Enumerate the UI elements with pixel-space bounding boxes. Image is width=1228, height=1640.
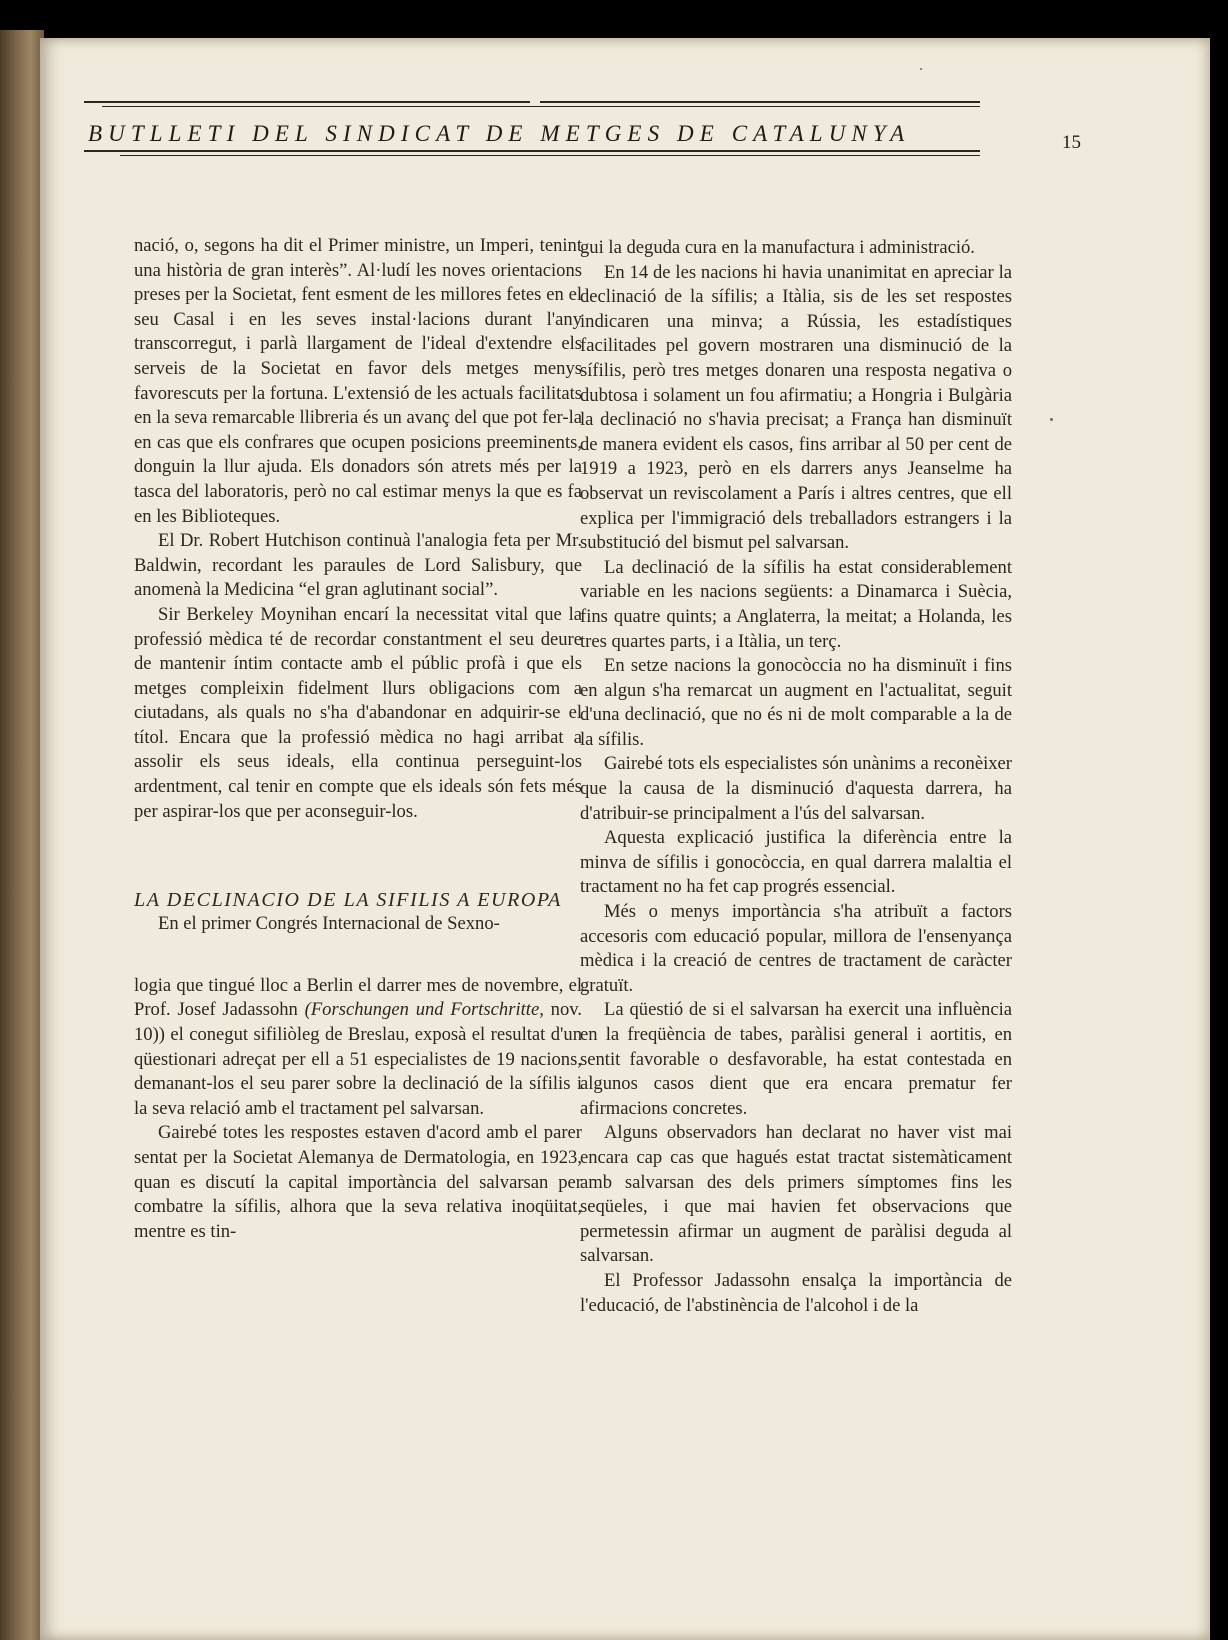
right-column (580, 236, 1012, 1318)
header-top-rule-thin (102, 106, 980, 107)
header-top-rule-left (84, 101, 530, 103)
left-paragraph-6: Gairebé totes les respostes estaven d'acord amb el parer sentat per la Societat Alemanya de Dermatologia, en 1923, quan es discutí la capital importància del salvarsan per combatre la sífilis, alhora que la seva relativa inoqüitat, mentre es tin- (134, 1122, 582, 1242)
left-paragraph-2: El Dr. Robert Hutchison continuà l'analogia feta per Mr. Baldwin, recordant les paraules de Lord Salisbury, que anomenà la Medicina “el gran aglutinant social”. (134, 530, 582, 601)
right-paragraph-2: En 14 de les nacions hi havia unanimitat en apreciar la declinació de la sífilis; a Itàlia, sis de les set respostes indicaren una minva; a Rússia, les estadístiques facilitades pel govern mostraren una disminució de la sífilis, però tres metges donaren una resposta negativa o dubtosa i solament un fou afirmatiu; a Hongria i Bulgària la declinació no s'havia precisat; a França han disminuït de manera evident els casos, fins arribar al 50 per cent de 1919 a 1923, però en els darrers anys Jeanselme ha observat un reviscolament a París i altres centres, que ell explica per l'immigració dels treballadors estrangers i la substitució del bismut pel salvarsan. (580, 261, 1012, 554)
left-paragraph-4: En el primer Congrés Internacional de Sexno- (158, 913, 500, 935)
right-paragraph-9: Alguns observadors han declarat no haver vist mai encara cap cas que hagués estat tractat sistemàticament amb salvarsan des dels primers símptomes fins les seqüeles, i que mai havien fet observacions que permetessin afirmar un augment de paràlisi deguda al salvarsan. (580, 1122, 1012, 1267)
right-paragraph-1: gui la deguda cura en la manufactura i administració. (580, 237, 975, 258)
left-paragraph-5 (134, 974, 582, 1122)
book-binding-edge (0, 30, 44, 1640)
header-top-rule-right (540, 101, 980, 103)
header-bottom-rule (84, 150, 980, 152)
column-gap (134, 937, 582, 974)
right-paragraph-10: El Professor Jadassohn ensalça la importància de l'educació, de l'abstinència de l'alcohol i de la (580, 1269, 1012, 1316)
left-column (134, 234, 582, 1244)
section-heading: LA DECLINACIO DE LA SIFILIS A EUROPA (134, 889, 562, 912)
left-paragraph-3: Sir Berkeley Moynihan encarí la necessitat vital que la professió mèdica té de recordar constantment el seu deure de mantenir íntim contacte amb el públic profà i que els metges compleixin fidelment llurs obligacions com a ciutadans, als quals no s'ha d'abandonar en adquirir-se el títol. Encara que la professió mèdica no hagi arribat a assolir els seus ideals, ella continua perseguint-los ardentment, cal tenir en compte que els ideals són fets més per aspirar-los que per aconseguir-los. (134, 603, 582, 822)
paper-speck (1050, 418, 1053, 421)
header-bottom-rule-thin (120, 155, 980, 156)
right-paragraph-8: La qüestió de si el salvarsan ha exercit una influència en la freqüència de tabes, paràlisi general i aortitis, en sentit favorable o desfavorable, ha estat contestada en algunos casos dient que era encara prematur fer afirmacions concretes. (580, 999, 1012, 1119)
right-paragraph-4: En setze nacions la gonocòccia no ha disminuït i fins en algun s'ha remarcat un augment en l'actualitat, seguit d'una declinació, que no és ni de molt comparable a la de la sífilis. (580, 655, 1012, 750)
page-number: 15 (1062, 132, 1081, 153)
right-paragraph-5: Gairebé tots els especialistes són unànims a reconèixer que la causa de la disminució d'aquesta darrera, ha d'atribuir-se principalment a l'ús del salvarsan. (580, 753, 1012, 824)
left-paragraph-5-text: logia que tingué lloc a Berlin el darrer mes de novembre, el Prof. Josef Jadassohn (134, 974, 582, 1021)
journal-citation: (Forschungen und Fortschritte, (304, 999, 544, 1021)
right-paragraph-3: La declinació de la sífilis ha estat considerablement variable en les nacions següents: a Dinamarca i Suècia, fins quatre quints; a Anglaterra, la meitat; a Holanda, les tres quartes parts, i a Itàlia, un terç. (580, 556, 1012, 652)
right-paragraph-7: Més o menys importància s'ha atribuït a factors accesoris com educació popular, millora de l'ensenyança mèdica i la creació de centres de tractament de caràcter gratuït. (580, 901, 1012, 996)
left-paragraph-1: nació, o, segons ha dit el Primer ministre, un Imperi, tenint una història de gran interès”. Al·ludí les noves orientacions preses per la Societat, fent esment de les millores fetes en el seu Casal i en les seves instal·lacions durant l'any transcorregut, i parlà llargament de l'ideal d'extendre els serveis de la Societat en favor dels metges menys favorescuts per la fortuna. L'extensió de les actuals facilitats en la seva remarcable llibreria és un avanç del que pot fer-la en cas que els confrares que ocupen posicions preeminents, donguin la llur ajuda. Els donadors són atrets més per la tasca del laboratoris, però no cal estimar menys la que es fa en les Biblioteques. (134, 235, 582, 527)
left-paragraph-5-tail: nov. 10)) el conegut sifiliòleg de Breslau, exposà el resultat d'un qüestionari adreçat per ell a 51 especialistes de 19 nacions, demanant-los el seu parer sobre la declinació de la sífilis i la seva relació amb el tractament pel salvarsan. (134, 999, 582, 1119)
right-paragraph-6: Aquesta explicació justifica la diferència entre la minva de sífilis i gonocòccia, en qual darrera malaltia el tractament no ha fet cap progrés essencial. (580, 827, 1012, 898)
paper-speck (920, 68, 922, 70)
journal-title: BUTLLETI DEL SINDICAT DE METGES DE CATALUNYA (88, 121, 911, 146)
journal-page (40, 38, 1210, 1640)
